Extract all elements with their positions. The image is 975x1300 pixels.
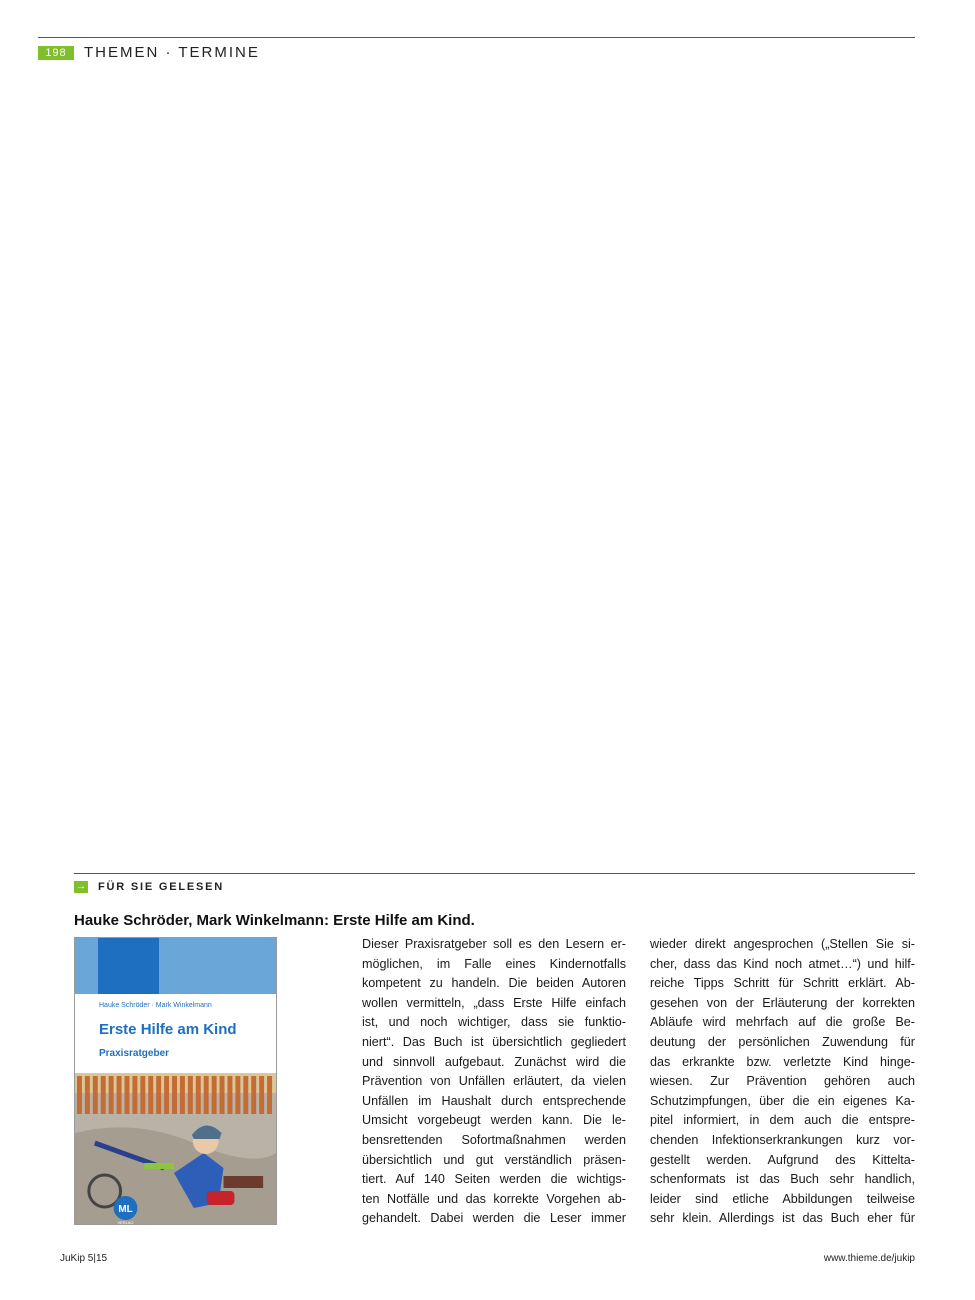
article-title: Hauke Schröder, Mark Winkelmann: Erste Hilfe am Kind. xyxy=(74,912,475,929)
text-line: möglichen, im Falle eines Kindernotfalls xyxy=(362,956,626,971)
text-line: Prävention von Unfällen erläutert, da vielen xyxy=(362,1074,626,1089)
text-line: niert“. Das Buch ist übersichtlich gegliedert xyxy=(362,1034,626,1049)
text-line: übersichtlich und gut verständlich präsen- xyxy=(362,1152,626,1167)
cover-title: Erste Hilfe am Kind xyxy=(99,1021,237,1038)
section-heading: THEMEN · TERMINE xyxy=(84,44,260,61)
text-line: das erkrankte bzw. verletzte Kind hinge- xyxy=(650,1054,915,1069)
cover-authors: Hauke Schröder · Mark Winkelmann xyxy=(99,1002,212,1009)
book-cover-image xyxy=(74,937,277,1225)
text-line: Dieser Praxisratgeber soll es den Lesern er- xyxy=(362,937,626,951)
footer-journal-issue: JuKip 5|15 xyxy=(60,1253,108,1264)
text-line: sehr klein. Allerdings ist das Buch eher für xyxy=(650,1211,915,1226)
text-line: Umsicht vorgebeugt werden kann. Die le- xyxy=(362,1113,626,1128)
cover-square xyxy=(98,938,159,994)
footer-url: www.thieme.de/jukip xyxy=(823,1253,915,1264)
page-number-badge: 198 xyxy=(38,46,74,60)
kicker xyxy=(74,880,224,894)
arrow-right-icon: → xyxy=(76,881,86,892)
text-line: leider sind etliche Abbildungen teilweise xyxy=(650,1191,915,1206)
text-line: pitel informiert, in dem auch die entspre- xyxy=(650,1113,915,1128)
text-line: wieder direkt angesprochen („Stellen Sie si- xyxy=(650,937,915,951)
text-line: bensrettenden Sofortmaßnahmen werden xyxy=(362,1132,626,1147)
cover-subtitle: Praxisratgeber xyxy=(99,1048,170,1059)
article-rule xyxy=(74,873,915,874)
text-line: ist, und noch wichtiger, dass sie funktio- xyxy=(362,1015,626,1030)
text-line: Schutzimpfungen, über die ein eigenes Ka- xyxy=(650,1093,915,1108)
text-line: ten Notfälle und das korrekte Vorgehen ab- xyxy=(362,1191,626,1206)
text-line: reiche Tipps Schritt für Schritt erklärt. Ab- xyxy=(650,976,915,991)
publisher-logo: ML xyxy=(118,1203,133,1216)
article-column-2 xyxy=(650,935,915,1229)
text-line: kompetent zu handeln. Die beiden Autoren xyxy=(362,976,626,991)
text-line: deutung der persönlichen Zuwendung für xyxy=(650,1034,915,1049)
text-line: Abläufe wird mehrfach auf die große Be- xyxy=(650,1015,915,1030)
article-column-1 xyxy=(362,935,626,1229)
text-line: Unfällen im Haushalt durch entsprechende xyxy=(362,1093,626,1108)
publisher-label: VERLAG xyxy=(117,1219,134,1226)
text-line: cher, dass das Kind noch atmet…“) und hilf- xyxy=(650,956,915,971)
text-line: chenden Infektionserkrankungen kurz vor- xyxy=(650,1132,915,1147)
text-line: wollen vermitteln, „dass Erste Hilfe einfach xyxy=(362,995,626,1010)
cover-photo xyxy=(75,1073,276,1225)
text-line: gehandelt. Dabei werden die Leser immer xyxy=(362,1211,626,1226)
top-rule xyxy=(38,37,915,38)
text-line: gesehen von der Erläuterung der korrekten xyxy=(650,995,915,1010)
kicker-label: FÜR SIE GELESEN xyxy=(98,881,225,893)
text-line: gestellt werden. Aufgrund des Kittelta- xyxy=(650,1152,915,1167)
text-line: tiert. Auf 140 Seiten werden die wichtigs- xyxy=(362,1172,626,1187)
text-line: schenformats ist das Buch sehr handlich, xyxy=(650,1172,915,1187)
text-line: wiesen. Zur Prävention gehören auch xyxy=(650,1074,915,1089)
text-line: und sinnvoll aufgebaut. Zunächst wird die xyxy=(362,1054,626,1069)
